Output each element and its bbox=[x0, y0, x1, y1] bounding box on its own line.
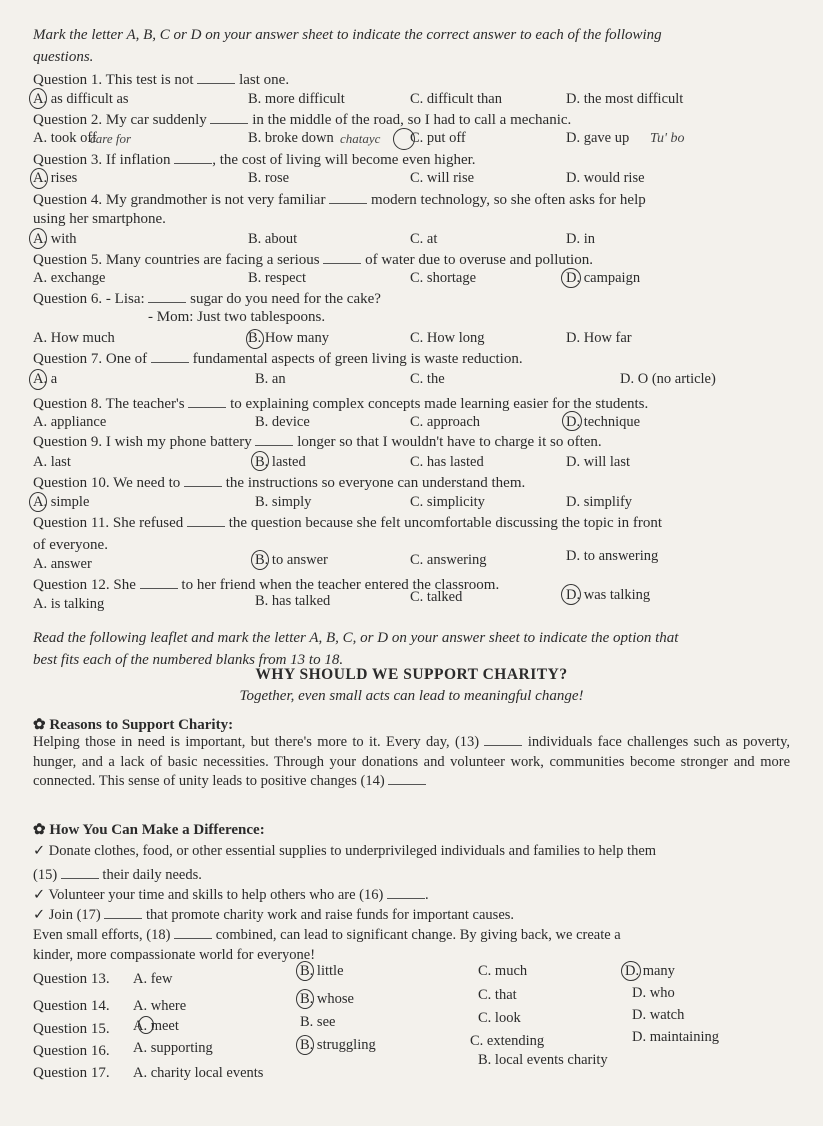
option-c: C. look bbox=[478, 1010, 521, 1026]
instructions-2-line-1: Read the following leaflet and mark the letter A, B, C, or D on your answer sheet to indicate the option that bbox=[33, 630, 679, 646]
option-a: A. simple bbox=[33, 494, 90, 510]
question-13-label: Question 13. bbox=[33, 971, 110, 987]
option-a: A. few bbox=[133, 971, 173, 987]
option-d: D. in bbox=[566, 231, 595, 247]
answer-blank bbox=[188, 395, 226, 408]
question-16-label: Question 16. bbox=[33, 1043, 110, 1059]
question-4: Question 4. My grandmother is not very familiar modern technology, so she often asks for help bbox=[33, 192, 646, 208]
answer-circle-q7 bbox=[29, 369, 47, 390]
answer-circle-q6 bbox=[246, 329, 264, 349]
question-3: Question 3. If inflation , the cost of living will become even higher. bbox=[33, 152, 476, 168]
option-a: A. meet bbox=[133, 1018, 179, 1034]
closing-line-2: kinder, more compassionate world for everyone! bbox=[33, 947, 316, 963]
question-6: Question 6. - Lisa: sugar do you need for the cake? bbox=[33, 291, 381, 307]
instructions-line-1: Mark the letter A, B, C or D on your answer sheet to indicate the correct answer to each of the following bbox=[33, 27, 662, 43]
option-b: B. about bbox=[248, 231, 298, 247]
answer-blank bbox=[329, 191, 367, 204]
flower-icon: ✿ bbox=[33, 822, 46, 838]
bullet-3: ✓ Join (17) that promote charity work and raise funds for important causes. bbox=[33, 907, 515, 923]
option-b: B. How many bbox=[248, 330, 329, 346]
question-label: Question 8. bbox=[33, 396, 103, 412]
option-c: C. How long bbox=[410, 330, 485, 346]
option-d: D. O (no article) bbox=[620, 371, 716, 387]
answer-blank-16 bbox=[387, 886, 425, 899]
answer-circle-q2 bbox=[393, 128, 415, 150]
option-a: A. a bbox=[33, 371, 58, 387]
answer-blank bbox=[184, 474, 222, 487]
handwritten-note: care for bbox=[90, 131, 132, 146]
answer-circle-q5 bbox=[561, 268, 581, 288]
option-b: B. see bbox=[300, 1014, 336, 1030]
answer-blank bbox=[148, 290, 186, 303]
question-label: Question 4. bbox=[33, 192, 103, 208]
option-c: C. shortage bbox=[410, 270, 477, 286]
option-b: B. broke down bbox=[248, 130, 334, 146]
option-c: C. will rise bbox=[410, 170, 475, 186]
answer-circle-q15 bbox=[138, 1016, 154, 1034]
option-d: D. was talking bbox=[566, 587, 651, 603]
reasons-paragraph: Helping those in need is important, but there's more to it. Every day, (13) individuals face challenges such as poverty, hunger, and a lack of basic necessities. Through your donations and volunteer work, communities become stronger and more connected. This sense of unity leads to positive changes (14) bbox=[33, 734, 790, 789]
question-label: Question 7. bbox=[33, 351, 103, 367]
option-d: D. watch bbox=[632, 1007, 685, 1023]
option-b: B. simply bbox=[255, 494, 312, 510]
answer-blank bbox=[323, 251, 361, 264]
question-14-label: Question 14. bbox=[33, 998, 110, 1014]
question-label: Question 3. bbox=[33, 152, 103, 168]
option-d: D. would rise bbox=[566, 170, 645, 186]
option-a: A. supporting bbox=[133, 1040, 213, 1056]
option-d: D. to answering bbox=[566, 548, 659, 564]
option-a: A. last bbox=[33, 454, 71, 470]
answer-blank bbox=[210, 111, 248, 124]
option-a: A. took off bbox=[33, 130, 97, 146]
option-d: D. How far bbox=[566, 330, 632, 346]
option-d: D. the most difficult bbox=[566, 91, 684, 107]
answer-blank bbox=[174, 151, 212, 164]
option-d: D. simplify bbox=[566, 494, 633, 510]
option-a: A. where bbox=[133, 998, 187, 1014]
option-d: D. maintaining bbox=[632, 1029, 719, 1045]
option-c: C. difficult than bbox=[410, 91, 502, 107]
option-c: C. much bbox=[478, 963, 528, 979]
bullet-2: ✓ Volunteer your time and skills to help others who are (16) . bbox=[33, 887, 429, 903]
option-b: B. device bbox=[255, 414, 310, 430]
answer-circle-q9 bbox=[251, 451, 269, 471]
bullet-1-continued: (15) their daily needs. bbox=[33, 867, 202, 883]
option-c: C. the bbox=[410, 371, 445, 387]
flower-icon: ✿ bbox=[33, 717, 46, 733]
answer-blank bbox=[255, 433, 293, 446]
option-a: A. How much bbox=[33, 330, 115, 346]
answer-circle-q16 bbox=[296, 1035, 314, 1055]
option-a: A. exchange bbox=[33, 270, 106, 286]
option-b: B. has talked bbox=[255, 593, 331, 609]
answer-circle-q11 bbox=[251, 550, 269, 570]
answer-blank bbox=[140, 576, 178, 589]
option-c: C. at bbox=[410, 231, 438, 247]
answer-blank-18 bbox=[174, 926, 212, 939]
answer-circle-q13 bbox=[296, 961, 314, 981]
instructions-2-line-2: best fits each of the numbered blanks from 13 to 18. bbox=[33, 652, 344, 668]
option-b: B. rose bbox=[248, 170, 290, 186]
question-5: Question 5. Many countries are facing a serious of water due to overuse and pollution. bbox=[33, 252, 593, 268]
question-7: Question 7. One of fundamental aspects of green living is waste reduction. bbox=[33, 351, 523, 367]
question-9: Question 9. I wish my phone battery longer so that I wouldn't have to charge it so often. bbox=[33, 434, 602, 450]
option-b: B. lasted bbox=[255, 454, 306, 470]
option-a: A. as difficult as bbox=[33, 91, 129, 107]
instructions-line-2: questions. bbox=[33, 49, 94, 65]
option-a: A. with bbox=[33, 231, 77, 247]
answer-circle-q10 bbox=[29, 492, 47, 512]
question-label: Question 9. bbox=[33, 434, 103, 450]
question-10: Question 10. We need to the instructions so everyone can understand them. bbox=[33, 475, 526, 491]
option-d: D. gave up bbox=[566, 130, 630, 146]
closing-line-1: Even small efforts, (18) combined, can lead to significant change. By giving back, we create a bbox=[33, 927, 621, 943]
option-a: A. is talking bbox=[33, 596, 105, 612]
question-17-label: Question 17. bbox=[33, 1065, 110, 1081]
option-c: C. that bbox=[478, 987, 517, 1003]
option-d: D. technique bbox=[566, 414, 641, 430]
option-b: B. respect bbox=[248, 270, 306, 286]
question-4-continued: using her smartphone. bbox=[33, 211, 166, 227]
reasons-heading: ✿ Reasons to Support Charity: bbox=[33, 717, 234, 733]
option-a: A. rises bbox=[33, 170, 78, 186]
option-c: C. talked bbox=[410, 589, 463, 605]
option-b: B. to answer bbox=[255, 552, 328, 568]
question-12: Question 12. She to her friend when the teacher entered the classroom. bbox=[33, 577, 500, 593]
option-c: C. put off bbox=[410, 130, 466, 146]
answer-circle-q14 bbox=[296, 989, 314, 1009]
answer-circle-q4 bbox=[29, 228, 47, 249]
option-c: C. answering bbox=[410, 552, 487, 568]
option-a: A. appliance bbox=[33, 414, 107, 430]
option-d: D. who bbox=[632, 985, 675, 1001]
handwritten-note: Tu' bo bbox=[650, 131, 685, 146]
option-d: D. campaign bbox=[566, 270, 641, 286]
answer-circle-q13-d bbox=[621, 961, 641, 981]
question-label: Question 12. bbox=[33, 577, 110, 593]
answer-blank-15 bbox=[61, 866, 99, 879]
answer-blank bbox=[197, 71, 235, 84]
answer-blank bbox=[187, 514, 225, 527]
option-a: A. answer bbox=[33, 556, 92, 572]
option-c: C. extending bbox=[470, 1033, 545, 1049]
option-c: C. has lasted bbox=[410, 454, 484, 470]
answer-circle-q1 bbox=[29, 88, 47, 109]
question-label: Question 2. bbox=[33, 112, 103, 128]
checkmark-icon: ✓ bbox=[33, 907, 46, 923]
option-c: C. simplicity bbox=[410, 494, 485, 510]
question-label: Question 5. bbox=[33, 252, 103, 268]
checkmark-icon: ✓ bbox=[33, 887, 46, 903]
question-2: Question 2. My car suddenly in the middle of the road, so I had to call a mechanic. bbox=[33, 112, 572, 128]
option-b: B. local events charity bbox=[478, 1052, 608, 1068]
option-b: B. an bbox=[255, 371, 286, 387]
question-1: Question 1. This test is not last one. bbox=[33, 72, 290, 88]
option-b: B. little bbox=[300, 963, 344, 979]
option-b: B. more difficult bbox=[248, 91, 345, 107]
question-label: Question 6. bbox=[33, 291, 103, 307]
question-label: Question 1. bbox=[33, 72, 103, 88]
difference-heading: ✿ How You Can Make a Difference: bbox=[33, 822, 265, 838]
answer-blank bbox=[151, 350, 189, 363]
leaflet-subtitle: Together, even small acts can lead to meaningful change! bbox=[239, 688, 584, 704]
option-d: D. many bbox=[625, 963, 675, 979]
question-label: Question 10. bbox=[33, 475, 110, 491]
option-b: B. struggling bbox=[300, 1037, 376, 1053]
option-b: B. whose bbox=[300, 991, 354, 1007]
handwritten-note: chatayc bbox=[340, 131, 381, 146]
answer-blank-14 bbox=[388, 772, 426, 785]
option-a: A. charity local events bbox=[133, 1065, 264, 1081]
question-11-continued: of everyone. bbox=[33, 537, 108, 553]
bullet-1: ✓ Donate clothes, food, or other essential supplies to underprivileged individuals and families to help them bbox=[33, 843, 657, 859]
option-d: D. will last bbox=[566, 454, 631, 470]
answer-circle-q12 bbox=[561, 584, 581, 605]
question-11: Question 11. She refused the question because she felt uncomfortable discussing the topic in front bbox=[33, 515, 662, 531]
leaflet-title: WHY SHOULD WE SUPPORT CHARITY? bbox=[255, 666, 568, 683]
question-label: Question 11. bbox=[33, 515, 110, 531]
question-6-continued: - Mom: Just two tablespoons. bbox=[148, 309, 326, 325]
answer-blank-17 bbox=[104, 906, 142, 919]
answer-circle-q8 bbox=[562, 411, 582, 431]
checkmark-icon: ✓ bbox=[33, 843, 46, 859]
question-8: Question 8. The teacher's to explaining complex concepts made learning easier for the students. bbox=[33, 396, 649, 412]
answer-blank-13 bbox=[484, 733, 522, 746]
question-15-label: Question 15. bbox=[33, 1021, 110, 1037]
option-c: C. approach bbox=[410, 414, 481, 430]
answer-circle-q3 bbox=[30, 168, 48, 189]
